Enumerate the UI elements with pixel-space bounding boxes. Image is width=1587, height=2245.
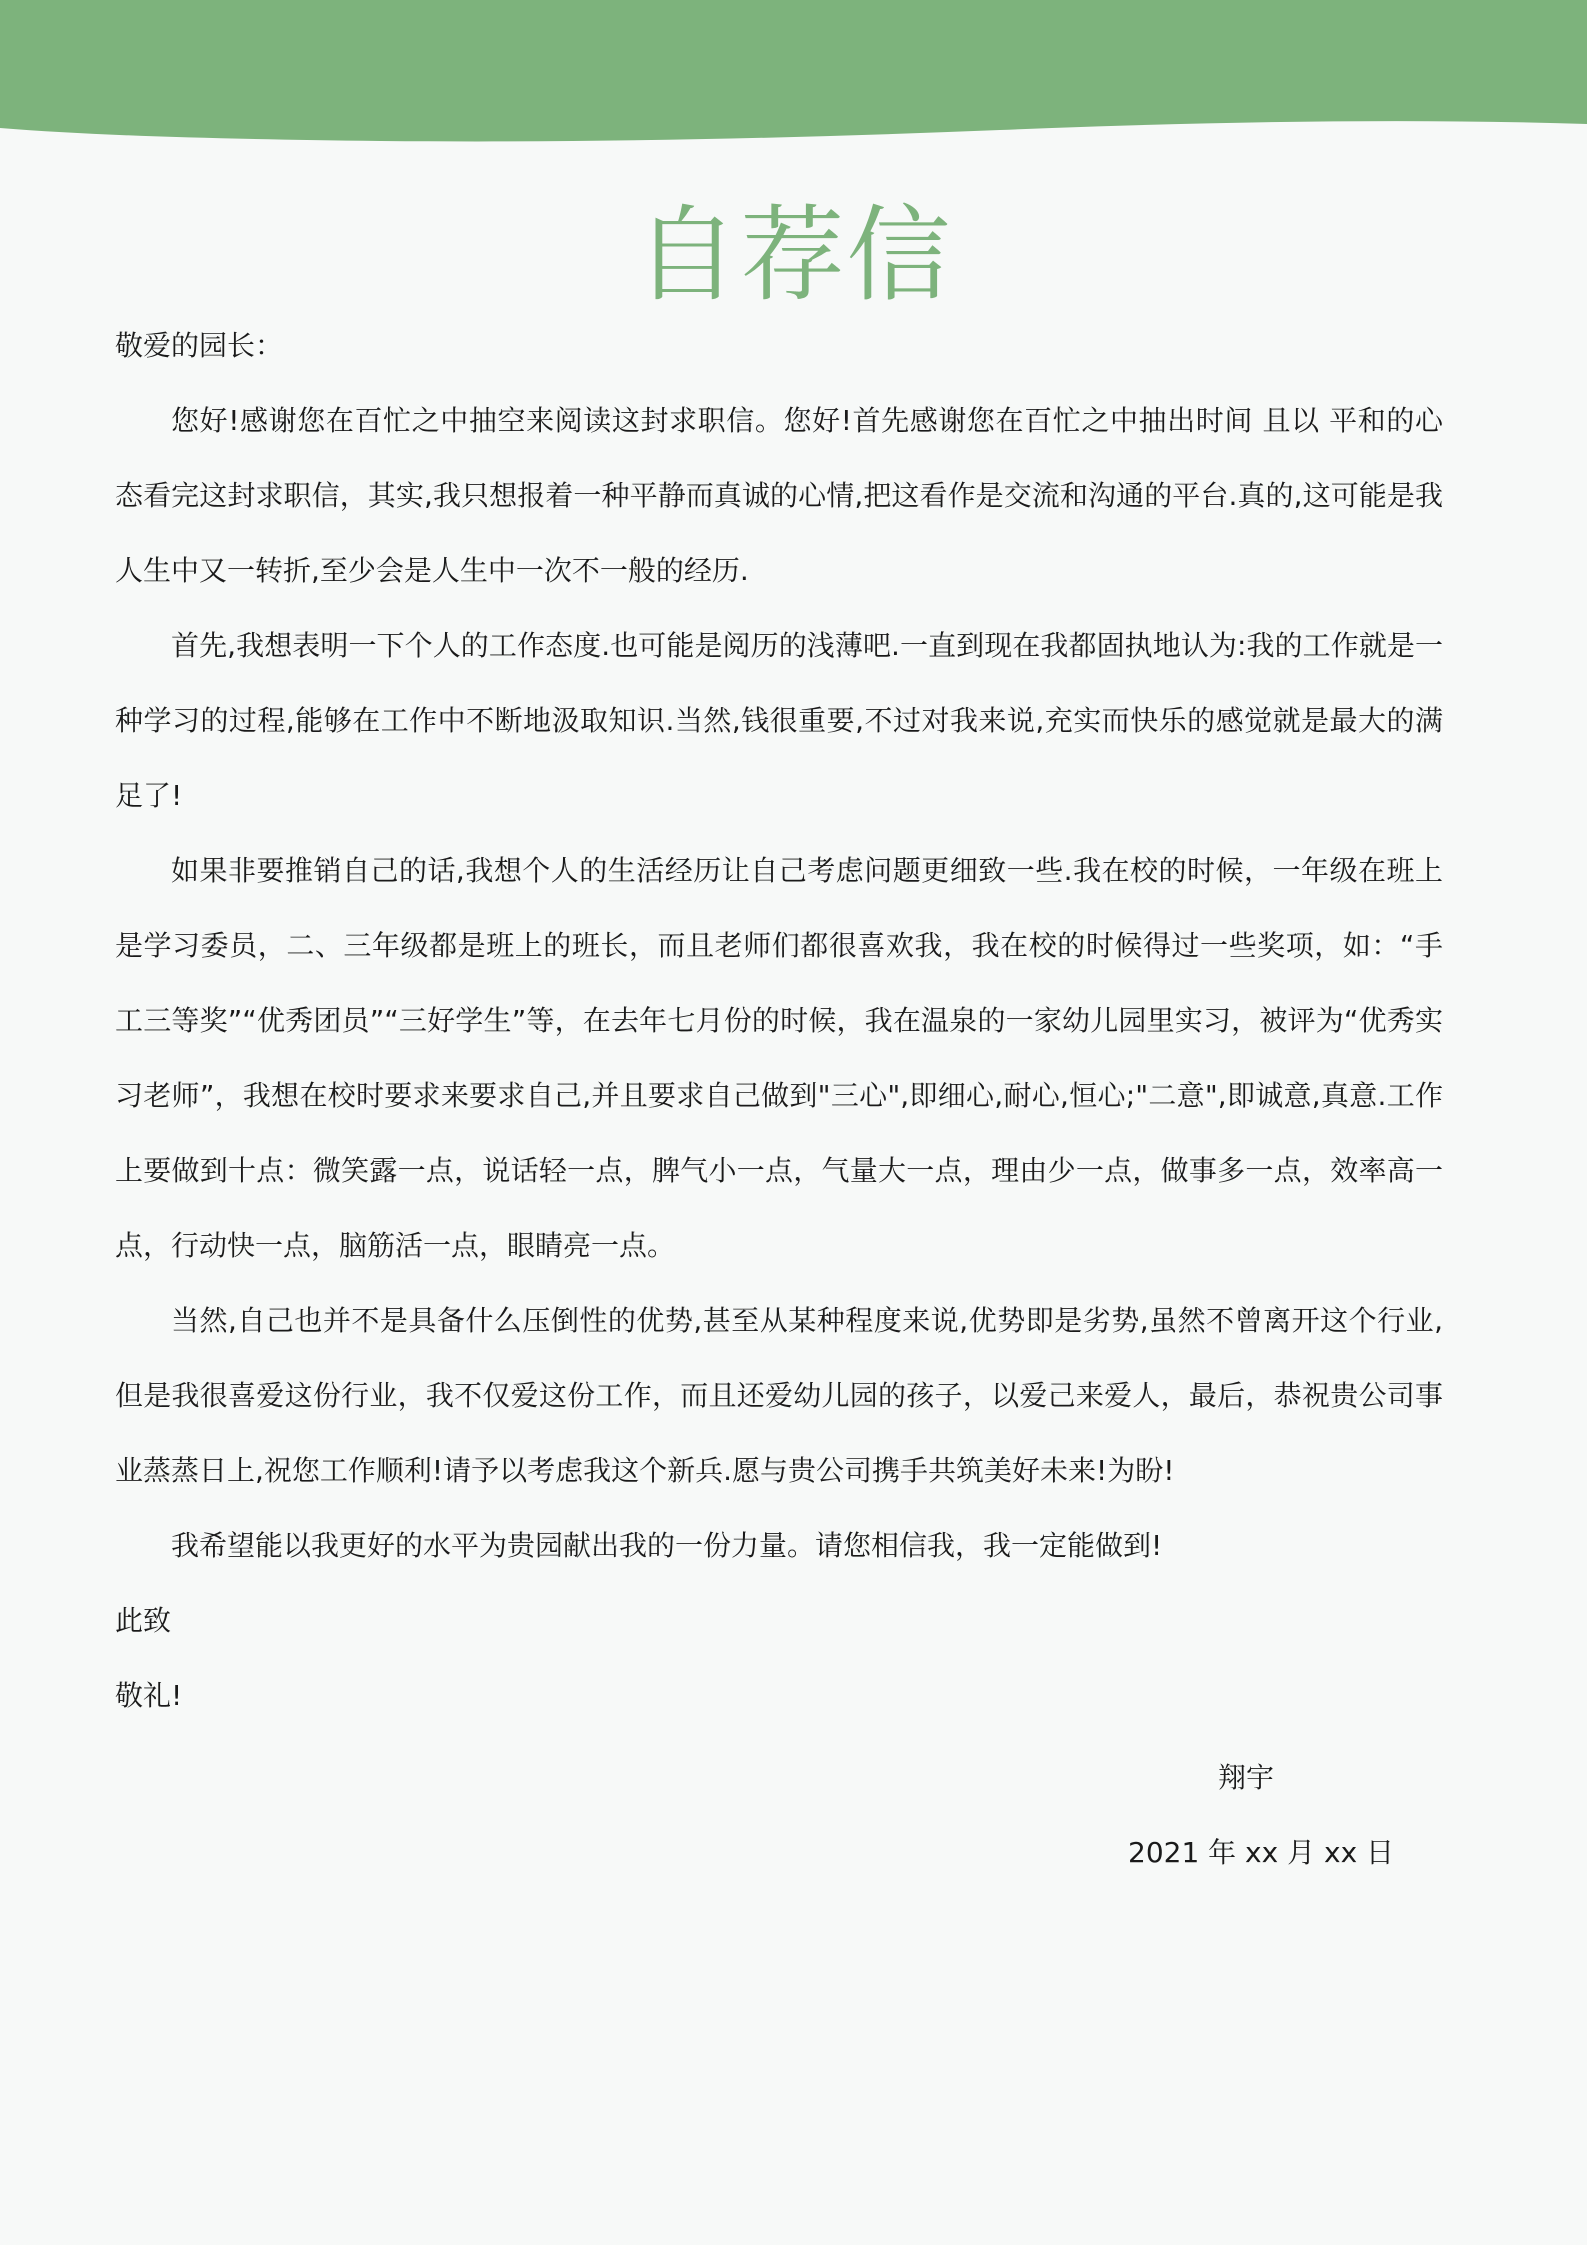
signature-block [1100,1740,1400,1890]
header-wave-shape [0,0,1587,141]
signature-date: 2021 年 xx 月 xx 日 [1128,1836,1395,1869]
letter-title: 自荐信 [634,194,953,316]
closing-line-2: 敬礼! [115,1679,183,1712]
paragraph-4: 当然,自己也并不是具备什么压倒性的优势,甚至从某种程度来说,优势即是劣势,虽然不曾离开这个行业,但是我很喜爱这份行业，我不仅爱这份工作，而且还爱幼儿园的孩子，以爱己来爱人，最后，恭祝贵公司事业蒸蒸日上,祝您工作顺利!请予以考虑我这个新兵.愿与贵公司携手共筑美好未来!为盼! [115,1304,1443,1487]
header-wave-band [0,0,1587,150]
letter-body [115,308,1443,1733]
salutation: 敬爱的园长： [115,329,284,362]
paragraph-5: 我希望能以我更好的水平为贵园献出我的一份力量。请您相信我，我一定能做到! [171,1529,1163,1562]
paragraph-1: 您好!感谢您在百忙之中抽空来阅读这封求职信。您好!首先感谢您在百忙之中抽出时间 且以 平和的心态看完这封求职信，其实,我只想报着一种平静而真诚的心情,把这看作是交流和沟通的平台.真的,这可能是我人生中又一转折,至少会是人生中一次不一般的经历. [115,404,1443,587]
paragraph-3: 如果非要推销自己的话,我想个人的生活经历让自己考虑问题更细致一些.我在校的时候，一年级在班上是学习委员，二、三年级都是班上的班长，而且老师们都很喜欢我，我在校的时候得过一些奖项，如：“手工三等奖”“优秀团员”“三好学生”等，在去年七月份的时候，我在温泉的一家幼儿园里实习，被评为“优秀实习老师”，我想在校时要求来要求自己,并且要求自己做到"三心",即细心,耐心,恒心;"二意",即诚意,真意.工作上要做到十点：微笑露一点，说话轻一点，脾气小一点，气量大一点，理由少一点，做事多一点，效率高一点，行动快一点，脑筋活一点，眼睛亮一点。 [115,854,1443,1262]
signature-name: 翔宇 [1218,1761,1275,1794]
closing-line-1: 此致 [115,1604,172,1637]
paragraph-2: 首先,我想表明一下个人的工作态度.也可能是阅历的浅薄吧.一直到现在我都固执地认为:我的工作就是一种学习的过程,能够在工作中不断地汲取知识.当然,钱很重要,不过对我来说,充实而快乐的感觉就是最大的满足了! [115,629,1443,812]
